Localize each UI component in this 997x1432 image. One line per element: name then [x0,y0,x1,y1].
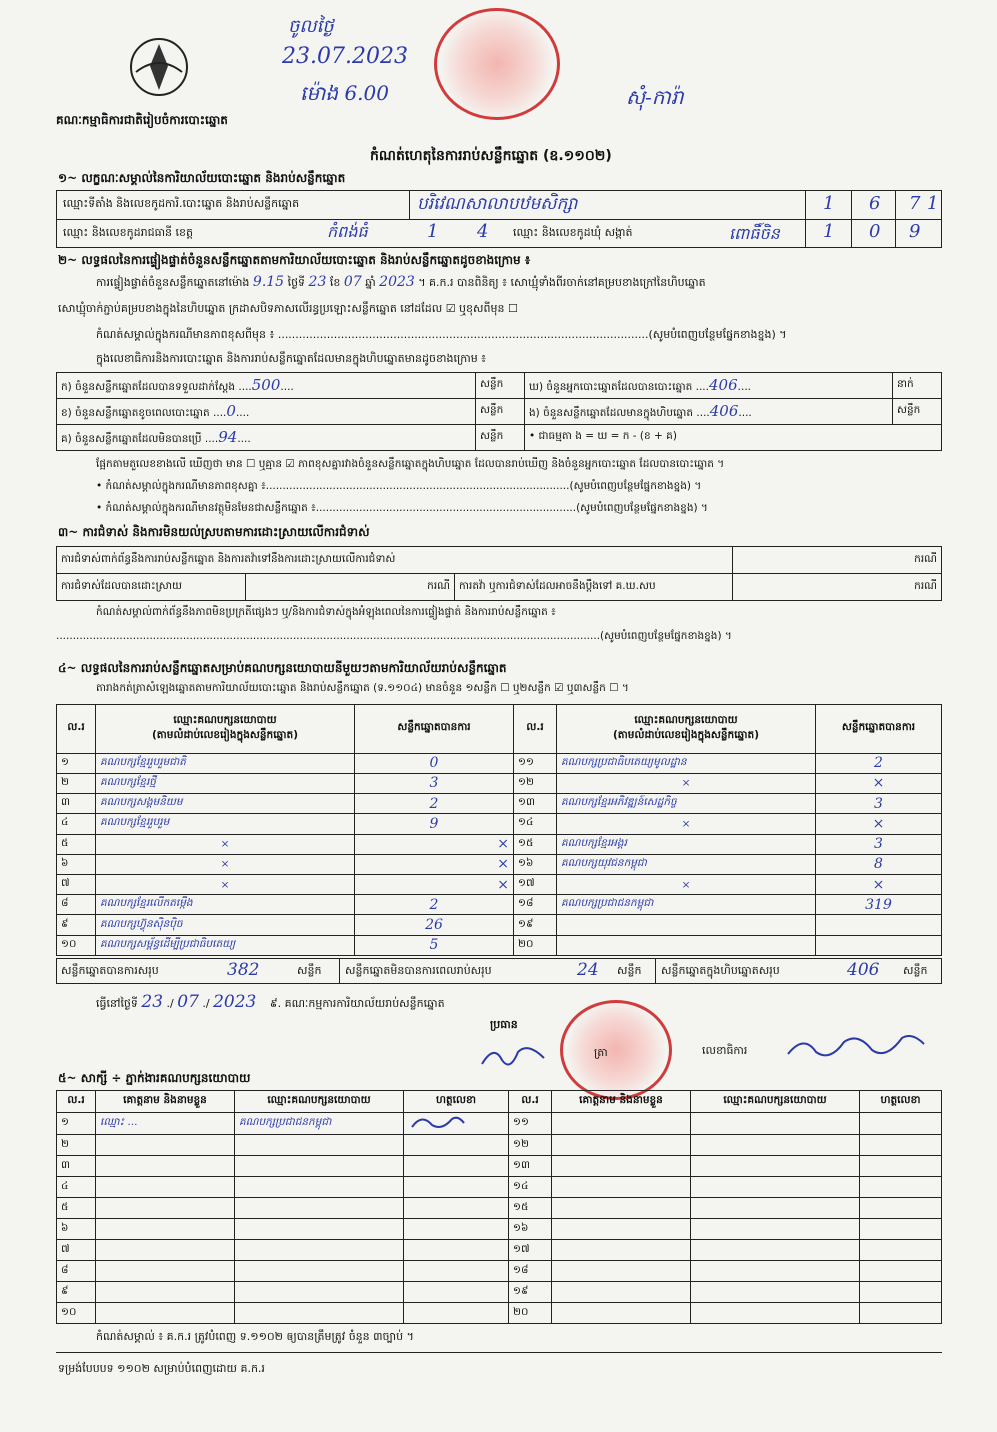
row-no: ១ [57,753,96,773]
official-seal-top [434,8,560,120]
col-sign-left: ហត្ថលេខា [404,1091,509,1113]
row-no: ១៧ [509,1240,552,1261]
count-a-value: 500 [251,375,281,394]
section2-year: 2023 [379,274,415,290]
vote-count: × [816,814,942,834]
count-b-value: 0 [226,401,236,420]
section1-province-value: កំពង់ធំ [327,222,368,241]
vote-count: 5 [355,935,514,955]
col-name-left: គោត្តនាម និងនាមខ្លួន [96,1091,235,1113]
section2-title: ២~ លទ្ធផលនៃការផ្ទៀងផ្ទាត់ចំនួនសន្លឹកឆ្នោតតាមការិយាល័យបោះឆ្នោត និងរាប់សន្លឹកឆ្នោតដូចខាងក្រោម ៖ [58,253,531,267]
section3-row2-right: ការតវ៉ា ឬការជំទាស់ដែលអាចនឹងប្ដឹងទៅ គ.ឃ.សប [455,574,733,601]
total-box-value: 406 [847,960,880,980]
row-no: ៨ [57,895,96,915]
vote-count: 8 [816,854,942,874]
section2-para1-c: ខែ [329,276,341,289]
section3-table [56,546,942,601]
table-row [57,1240,942,1261]
row-no: ១១ [509,1113,552,1135]
row-no: ១៣ [509,1156,552,1177]
party-name: គណបក្សខ្មែរថ្មី [96,773,355,793]
top-signature-note: សុំ-ការ៉ា [626,85,684,109]
table-header-row [57,1091,942,1113]
section3-note-tail: ...................................................................................................................................................................(សូមបំពេញបន្ថែមផ្នែកខាងខ្នង) ។ [56,630,732,642]
section5-witness-table [56,1090,942,1324]
party-name: គណបក្សខ្មែរអង្គរ [557,834,816,854]
section3-title: ៣~ ការជំទាស់ និងការមិនយល់ស្របតាមការដោះស្រាយលើការជំទាស់ [58,525,370,539]
table-row: ក) ចំនួនសន្លឹកឆ្នោតដែលបានទទួលដាក់ស្តែង ....500.... សន្លឹក ឃ) ចំនួនអ្នកបោះឆ្នោតដែលបានបោះឆ្នោត ....406.... នាក់ [57,373,942,399]
row-no: ១៨ [514,895,557,915]
vote-count: × [355,874,514,894]
made-year: 2023 [213,992,257,1012]
col-party-left: ឈ្មោះគណបក្សនយោបាយ [235,1091,404,1113]
section1-title: ១~ លក្ខណៈសម្គាល់នៃការិយាល័យបោះឆ្នោត និងរាប់សន្លឹកឆ្នោត [58,171,346,185]
section3-note: កំណត់សម្គាល់ពាក់ព័ន្ធនឹងភាពមិនប្រក្រតីផ្សេងៗ ឬ/និងការជំទាស់ក្នុងអំឡុងពេលនៃការផ្ទៀងផ្ទាត់ និងការរាប់សន្លឹកឆ្នោត ៖ [96,606,556,618]
witness-signature [404,1113,509,1135]
row-no: ១៩ [514,915,557,935]
row-no: ៤ [57,814,96,834]
table-row [57,1135,942,1156]
col-votes-right: សន្លឹកឆ្នោតបានការ [816,705,942,754]
section2-time: 9.15 [252,274,285,290]
made-month: 07 [177,992,199,1012]
receipt-date: 23.07.2023 [282,44,408,69]
col-party-left: ឈ្មោះគណបក្សនយោបាយ (តាមលំដាប់លេខរៀងក្នុងសន្លឹកឆ្នោត) [96,705,355,754]
col-no-right: ល.រ [509,1091,552,1113]
section1-row2-label: ឈ្មោះ និងលេខកូដរាជធានី ខេត្ត [63,226,193,239]
row-no: ១០ [57,935,96,955]
party-name: គណបក្សខ្មែរលើកតម្កើង [96,895,355,915]
section3-row2-label: ការជំទាស់ដែលបានដោះស្រាយ [57,574,246,601]
total-valid-label: សន្លឹកឆ្នោតបានការសរុប [61,964,159,977]
row-no: ១៦ [509,1219,552,1240]
section1-code-2: 6 [869,193,881,214]
vote-count: 3 [816,834,942,854]
section2-count-table [56,372,942,451]
count-formula: • ជាធម្មតា ង = ឃ = ក - (ខ + គ) [525,425,942,451]
table-row [57,915,942,935]
table-row [57,1303,942,1324]
section1-commune-label: ឈ្មោះ និងលេខកូដឃុំ សង្កាត់ [513,226,633,239]
table-header-row [57,705,942,754]
vote-count: × [355,854,514,874]
section1-code-4: 1 [927,193,939,214]
section2-note2: ក្នុងលេខាធិការនិងការបោះឆ្នោត និងការរាប់សន្លឹកឆ្នោតដែលមានក្នុងហិបឆ្នោតមានដូចខាងក្រោម ៖ [96,352,487,365]
row-no: ១៤ [509,1177,552,1198]
section2-para1-a: ការផ្ទៀងផ្ទាត់ចំនួនសន្លឹកឆ្នោតនៅម៉ោង [96,276,250,289]
row-no: ១៤ [514,814,557,834]
vote-count: 26 [355,915,514,935]
col-party-right: ឈ្មោះគណបក្សនយោបាយ [691,1091,860,1113]
witness-name: ឈ្មោះ ... [96,1113,235,1135]
table-row [57,547,942,574]
party-name [557,915,816,935]
table-row [57,773,942,793]
col-no-left: ល.រ [57,1091,96,1113]
section1-code-3: 7 [909,193,921,214]
table-row [57,574,942,601]
row-no: ៣ [57,794,96,814]
row-no: ១៣ [514,794,557,814]
row-no: ៦ [57,1219,96,1240]
count-d-unit: នាក់ [893,373,942,399]
row-no: ៣ [57,1156,96,1177]
vote-count [816,915,942,935]
row-no: ២ [57,1135,96,1156]
count-e-value: 406 [709,401,739,420]
col-no-right: ល.រ [514,705,557,754]
table-row [57,834,942,854]
row-no: ២០ [514,935,557,955]
party-name: × [557,874,816,894]
table-row [57,895,942,915]
col-votes-left: សន្លឹកឆ្នោតបានការ [355,705,514,754]
total-invalid-value: 24 [577,960,599,980]
row-no: ២ [57,773,96,793]
row-no: ៦ [57,854,96,874]
section4-totals [56,958,942,984]
table-row [57,753,942,773]
count-e-label: ង) ចំនួនសន្លឹកឆ្នោតដែលមានក្នុងហិបឆ្នោត [529,406,694,419]
party-name: × [96,854,355,874]
footer-divider [56,1352,942,1353]
section2-note1: កំណត់សម្គាល់ក្នុងករណីមានភាពខុសពីមុន ៖ ..........................................................................................................(សូមបំពេញបន្ថែមផ្នែកខាងខ្នង) ។ [96,328,787,341]
row-no: ៤ [57,1177,96,1198]
col-name-right: គោត្តនាម និងនាមខ្លួន [552,1091,691,1113]
receipt-time: ម៉ោង 6.00 [300,81,389,105]
count-b-label: ខ) ចំនួនសន្លឹកឆ្នោតខូចពេលបោះឆ្នោត [61,406,210,419]
section1-code-1: 1 [823,193,835,214]
section4-title: ៤~ លទ្ធផលនៃការរាប់សន្លឹកឆ្នោតសម្រាប់គណបក្សនយោបាយនីមួយៗតាមការិយាល័យរាប់សន្លឹកឆ្នោត [58,661,507,675]
section2-para1-e: ។ គ.ក.រ បានពិនិត្យ ៖ សោឃ្មុំទាំងពីរចាក់នៅគម្របខាងក្រៅនៃហិបឆ្នោត [418,276,706,289]
party-name: គណបក្សខ្មែរអភិវឌ្ឍន៍សេដ្ឋកិច្ច [557,794,816,814]
section4-results-table [56,704,942,956]
row-no: ៨ [57,1261,96,1282]
vote-count: 2 [355,895,514,915]
signed-by: ៩. គណៈកម្មការការិយាល័យរាប់សន្លឹកឆ្នោត [269,997,445,1010]
section3-case-2: ករណី [246,574,455,601]
total-valid-value: 382 [227,960,260,980]
secretary-signature [786,1028,926,1064]
party-name: គណបក្សហ៊្វុនស៊ិនប៉ិច [96,915,355,935]
table-row [57,1156,942,1177]
section2-bullet1: • កំណត់សម្គាល់ក្នុងករណីមានភាពខុសគ្នា ៖...........................................................................................(សូមបំពេញបន្ថែមផ្នែកខាងខ្នង) ។ [96,480,702,492]
form-title: កំណត់ហេតុនៃការរាប់សន្លឹកឆ្នោត (ឧ.១១០២) [370,148,612,164]
section1-commune-code-1: 1 [823,221,835,242]
row-no: ១ [57,1113,96,1135]
row-no: ៩ [57,1282,96,1303]
party-name: គណបក្សសង្គមនិយម [96,794,355,814]
witness-party: គណបក្សប្រជាជនកម្ពុជា [235,1113,404,1135]
vote-count: × [355,834,514,854]
org-name: គណៈកម្មាធិការជាតិរៀបចំការបោះឆ្នោត [56,113,228,127]
section2-day: 23 [308,274,327,290]
row-no: ១០ [57,1303,96,1324]
table-row [57,935,942,955]
section1-row1-label: ឈ្មោះទីតាំង និងលេខកូដការិ.បោះឆ្នោត និងរាប់សន្លឹកឆ្នោត [63,197,300,210]
official-seal-bottom [560,1000,672,1100]
col-no-left: ល.រ [57,705,96,754]
section1-commune-code-2: 0 [869,221,881,242]
party-name [557,935,816,955]
party-name: គណបក្សប្រជាជនកម្ពុជា [557,895,816,915]
section2-month: 07 [343,274,362,290]
vote-count: 9 [355,814,514,834]
row-no: ៥ [57,1198,96,1219]
section3-case-1: ករណី [733,547,942,574]
section5-footnote: កំណត់សម្គាល់ ៖ គ.ក.រ ត្រូវបំពេញ ទ.១១០២ ឲ្យបានត្រឹមត្រូវ ចំនួន ៣ច្បាប់ ។ [96,1330,414,1343]
table-row [57,794,942,814]
count-c-value: 94 [218,427,238,446]
section1-province-code-1: 1 [427,221,439,242]
table-row [57,1198,942,1219]
row-no: ១៥ [509,1198,552,1219]
count-c-unit: សន្លឹក [476,425,525,451]
section3-row1-label: ការជំទាស់ពាក់ព័ន្ធនឹងការរាប់សន្លឹកឆ្នោត និងការតវ៉ាទៅនឹងការដោះស្រាយលើការជំទាស់ [57,547,733,574]
row-no: ១៥ [514,834,557,854]
made-day: 23 [141,992,164,1012]
row-no: ៥ [57,834,96,854]
table-row [57,874,942,894]
row-no: ៩ [57,915,96,935]
vote-count: × [816,773,942,793]
table-row [57,1177,942,1198]
count-b-unit: សន្លឹក [476,399,525,425]
stamp-label: ត្រា [594,1046,608,1059]
made-on-line: ធ្វើនៅថ្ងៃទី 23 ./ 07 ./ 2023 ៩. គណៈកម្មការការិយាល័យរាប់សន្លឹកឆ្នោត [96,992,445,1012]
table-row [57,1219,942,1240]
row-no: ១២ [509,1135,552,1156]
total-box-unit: សន្លឹក [903,964,928,977]
section1-box [56,190,942,248]
total-box-label: សន្លឹកឆ្នោតក្នុងហិបឆ្នោតសរុប [661,964,780,977]
total-valid-unit: សន្លឹក [297,964,322,977]
section2-compare-line: ផ្អែកតាមតួលេខខាងលើ ឃើញថា មាន ☐ ឬគ្មាន ☑ ភាពខុសគ្នារវាងចំនួនសន្លឹកឆ្នោតក្នុងហិបឆ្នោត ដែលបានរាប់ឃើញ និងចំនួនអ្នកបោះឆ្នោត ដែលបានបោះឆ្នោត ។ [96,458,725,470]
row-no: ១៨ [509,1261,552,1282]
party-name: × [96,834,355,854]
footer-form-note: ទម្រង់បែបបទ ១១០២ សម្រាប់បំពេញដោយ គ.ក.រ [58,1362,265,1375]
vote-count: 3 [816,794,942,814]
vote-count: 319 [816,895,942,915]
vote-count: 0 [355,753,514,773]
president-label: ប្រធាន [490,1018,518,1031]
count-a-label: ក) ចំនួនសន្លឹកឆ្នោតដែលបានទទួលដាក់ស្តែង [61,380,236,393]
party-name: គណបក្សសម្ព័ន្ធដើម្បីប្រជាធិបតេយ្យ [96,935,355,955]
table-row: គ) ចំនួនសន្លឹកឆ្នោតដែលមិនបានប្រើ ....94.... សន្លឹក • ជាធម្មតា ង = ឃ = ក - (ខ + គ) [57,425,942,451]
row-no: ១២ [514,773,557,793]
row-no: ១៧ [514,874,557,894]
row-no: ៧ [57,874,96,894]
table-row [57,854,942,874]
secretary-label: លេខាធិការ [702,1044,748,1057]
table-row [57,1261,942,1282]
table-row [57,814,942,834]
section2-para1 [96,274,706,292]
section2-para2: សោឃ្មុំចាក់ភ្ជាប់គម្របខាងក្នុងនៃហិបឆ្នោត ក្រដាសបិទភាសលើរន្ធប្រឡោះសន្លឹកឆ្នោត នៅដដែល ☑ ឬខុសពីមុន ☐ [58,302,518,315]
section2-bullet2: • កំណត់សម្គាល់ក្នុងករណីមានវត្ថុមិនមែនជាសន្លឹកឆ្នោត ៖..............................................................................(សូមបំពេញបន្ថែមផ្នែកខាងខ្នង) ។ [96,502,708,514]
col-sign-right: ហត្ថលេខា [860,1091,942,1113]
section1-location-value: បរិវេណសាលាបឋមសិក្សា [417,194,578,214]
vote-count: 2 [816,753,942,773]
party-name: គណបក្សយុវជនកម្ពុជា [557,854,816,874]
count-c-label: គ) ចំនួនសន្លឹកឆ្នោតដែលមិនបានប្រើ [61,432,202,445]
row-no: ៧ [57,1240,96,1261]
section1-province-code-2: 4 [477,221,489,242]
row-no: ១១ [514,753,557,773]
party-name: គណបក្សខ្មែររួបរួម [96,814,355,834]
receipt-note: ចូលថ្ងៃ [288,16,334,37]
party-name: × [557,814,816,834]
president-signature [478,1040,548,1074]
col-party-right: ឈ្មោះគណបក្សនយោបាយ (តាមលំដាប់លេខរៀងក្នុងសន្លឹកឆ្នោត) [557,705,816,754]
made-on-label: ធ្វើនៅថ្ងៃទី [96,997,138,1010]
row-no: ១៩ [509,1282,552,1303]
party-name: × [96,874,355,894]
vote-count [816,935,942,955]
table-row [57,1282,942,1303]
party-name: គណបក្សខ្មែររួបរួមជាតិ [96,753,355,773]
section2-para1-d: ឆ្នាំ [365,276,376,289]
section2-para1-b: ថ្ងៃទី [287,276,306,289]
row-no: ២០ [509,1303,552,1324]
count-d-value: 406 [709,375,738,394]
vote-count: 2 [355,794,514,814]
party-name: × [557,773,816,793]
table-row [57,1113,942,1135]
table-row: ខ) ចំនួនសន្លឹកឆ្នោតខូចពេលបោះឆ្នោត ....0.... សន្លឹក ង) ចំនួនសន្លឹកឆ្នោតដែលមានក្នុងហិបឆ្នោត ....406.... សន្លឹក [57,399,942,425]
count-a-unit: សន្លឹក [476,373,525,399]
party-name: គណបក្សប្រជាធិបតេយ្យមូលដ្ឋាន [557,753,816,773]
count-e-unit: សន្លឹក [893,399,942,425]
row-no: ១៦ [514,854,557,874]
vote-count: × [816,874,942,894]
section1-commune-code-3: 9 [909,221,921,242]
section3-case-3: ករណី [733,574,942,601]
section5-title: ៥~ សាក្សី ÷ ភ្នាក់ងារគណបក្សនយោបាយ [58,1071,251,1085]
total-invalid-unit: សន្លឹក [617,964,642,977]
vote-count: 3 [355,773,514,793]
count-d-label: ឃ) ចំនួនអ្នកបោះឆ្នោតដែលបានបោះឆ្នោត [529,380,693,393]
org-emblem [128,36,190,98]
section4-tally-line: តារាងកត់ត្រាសំឡេងឆ្នោតតាមការិយាល័យបោះឆ្នោត និងរាប់សន្លឹកឆ្នោត (ទ.១១០៤) មានចំនួន ១សន្លឹក ☐ ឬ២សន្លឹក ☑ ឬ៣សន្លឹក ☐ ។ [96,682,629,694]
section1-commune-value: ពោធិ៍ចិន [729,224,780,243]
total-invalid-label: សន្លឹកឆ្នោតមិនបានការពេលរាប់សរុប [345,964,492,977]
